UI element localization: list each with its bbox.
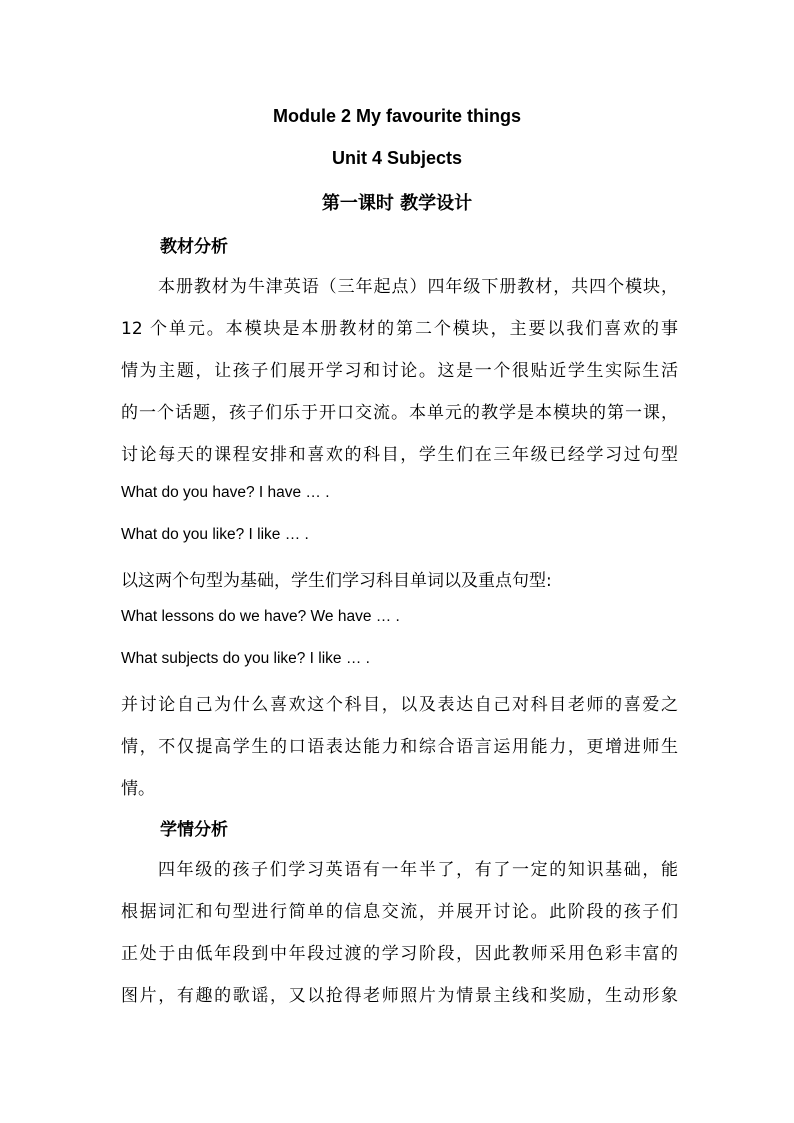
paragraph-line: 根据词汇和句型进行简单的信息交流，并展开讨论。此阶段的孩子们 xyxy=(121,902,678,922)
paragraph-line: 情为主题，让孩子们展开学习和讨论。这是一个很贴近学生实际生活 xyxy=(121,361,678,381)
paragraph-line: 以这两个句型为基础，学生们学习科目单词以及重点句型: xyxy=(121,571,552,591)
section-heading-learner-analysis: 学情分析 xyxy=(160,820,228,840)
paragraph-line: 情。 xyxy=(121,779,155,799)
paragraph-line: 并讨论自己为什么喜欢这个科目，以及表达自己对科目老师的喜爱之 xyxy=(121,695,678,715)
module-title: Module 2 My favourite things xyxy=(272,106,522,126)
paragraph-line: 本册教材为牛津英语（三年起点）四年级下册教材，共四个模块， xyxy=(158,277,678,297)
paragraph-line: 图片，有趣的歌谣，又以抢得老师照片为情景主线和奖励，生动形象 xyxy=(121,986,678,1006)
lesson-title: 第一课时 教学设计 xyxy=(321,193,473,214)
paragraph-line: 讨论每天的课程安排和喜欢的科目，学生们在三年级已经学习过句型 xyxy=(121,445,678,465)
sentence-pattern: What do you like? I like … . xyxy=(121,526,309,543)
sentence-pattern: What do you have? I have … . xyxy=(121,484,330,501)
unit-title: Unit 4 Subjects xyxy=(331,148,463,168)
paragraph-line: 四年级的孩子们学习英语有一年半了，有了一定的知识基础，能 xyxy=(158,860,678,880)
sentence-pattern: What lessons do we have? We have … . xyxy=(121,608,400,625)
paragraph-line: 12 个单元。本模块是本册教材的第二个模块，主要以我们喜欢的事 xyxy=(121,319,678,339)
paragraph-line: 情，不仅提高学生的口语表达能力和综合语言运用能力，更增进师生 xyxy=(121,737,678,757)
paragraph-line: 正处于由低年段到中年段过渡的学习阶段，因此教师采用色彩丰富的 xyxy=(121,944,678,964)
sentence-pattern: What subjects do you like? I like … . xyxy=(121,650,370,667)
section-heading-textbook-analysis: 教材分析 xyxy=(160,237,228,257)
paragraph-line: 的一个话题，孩子们乐于开口交流。本单元的教学是本模块的第一课， xyxy=(121,403,678,423)
